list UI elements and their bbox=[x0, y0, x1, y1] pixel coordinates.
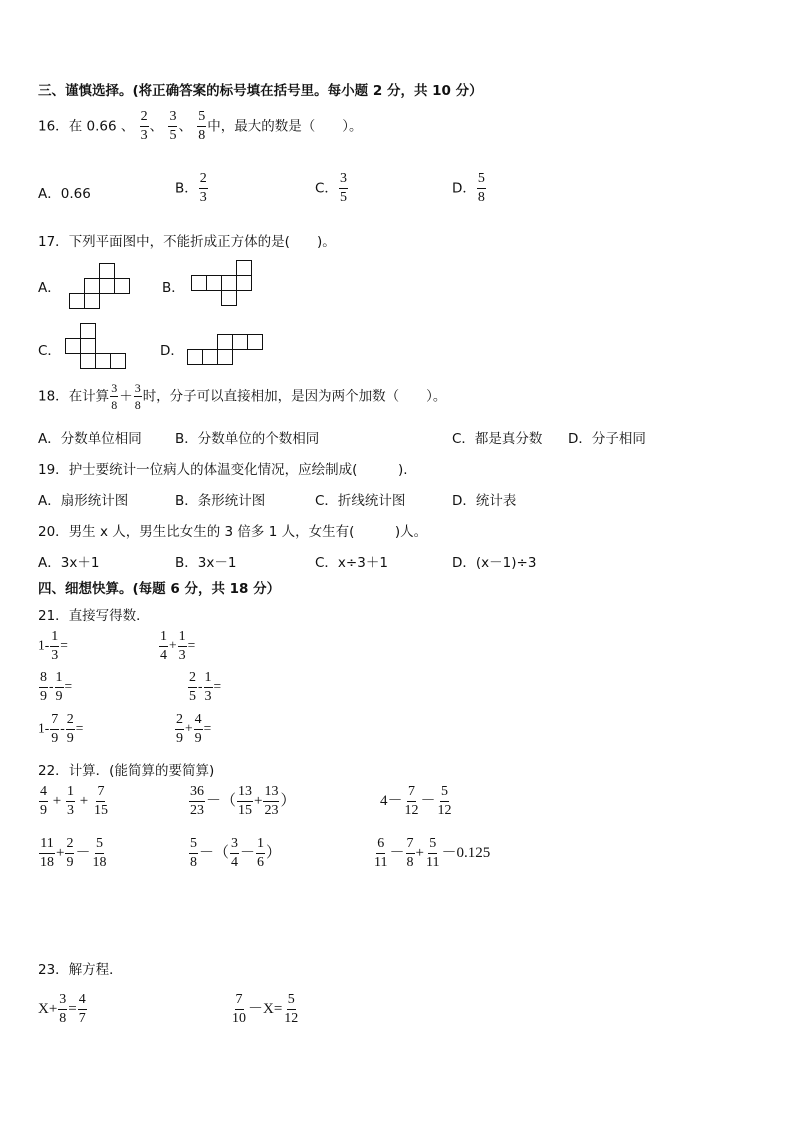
q21-expr-6: $\frac{2}{9}$ + $\frac{4}{9}$ = bbox=[176, 712, 212, 746]
q20-option-b: B．3x－1 bbox=[175, 555, 237, 571]
q20-option-a: A．3x＋1 bbox=[38, 555, 100, 571]
fraction: $\frac{2}{3}$ bbox=[140, 109, 148, 143]
q22-expr-4: $\frac{11}{18}$ + $\frac{2}{9}$ － $\frac{5}{18}$ bbox=[40, 836, 107, 870]
q18-option-d: D．分子相同 bbox=[568, 431, 646, 447]
q22-stem: 22．计算．(能简算的要简算) bbox=[38, 763, 215, 779]
q19-option-b: B．条形统计图 bbox=[175, 493, 266, 509]
q16-stem-a: 在 0.66 、 bbox=[68, 118, 135, 135]
q16-number: 16． bbox=[38, 118, 69, 135]
q18-option-a: A．分数单位相同 bbox=[38, 431, 142, 447]
q22-expr-6: $\frac{6}{11}$ － $\frac{7}{8}$ + $\frac{5}{11}$ －0.125 bbox=[374, 836, 491, 870]
q17-option-c-label: C． bbox=[38, 343, 61, 359]
q20-option-c: C．x÷3＋1 bbox=[315, 555, 388, 571]
q22-expr-1: $\frac{4}{9}$ + $\frac{1}{3}$ + $\frac{7}{15}$ bbox=[40, 784, 108, 818]
q17-net-b bbox=[190, 260, 254, 306]
q20-option-d: D．(x－1)÷3 bbox=[452, 555, 537, 571]
q22-expr-3: 4－ $\frac{7}{12}$ － $\frac{5}{12}$ bbox=[380, 784, 452, 818]
section-4-title: 四、细想快算。(每题 6 分，共 18 分） bbox=[38, 581, 281, 597]
q21-stem: 21．直接写得数． bbox=[38, 608, 150, 624]
q17-net-d bbox=[186, 333, 266, 366]
q19-option-a: A．扇形统计图 bbox=[38, 493, 129, 509]
q17-option-b-label: B． bbox=[162, 280, 185, 296]
q19-option-c: C．折线统计图 bbox=[315, 493, 406, 509]
q22-expr-5: $\frac{5}{8}$ －（ $\frac{3}{4}$ － $\frac{1}{6}$ ） bbox=[190, 836, 282, 870]
fraction: $\frac{3}{5}$ bbox=[169, 109, 177, 143]
q16-option-c: C． $\frac{3}{5}$ bbox=[315, 171, 347, 205]
q21-expr-5: 1- $\frac{7}{9}$ - $\frac{2}{9}$ = bbox=[38, 712, 84, 746]
fraction: $\frac{5}{8}$ bbox=[198, 109, 206, 143]
q16-stem: 16．在 0.66 、 $\frac{2}{3}$ 、 $\frac{3}{5}$ 、 $\frac{5}{8}$ 中，最大的数是（ ）。 bbox=[38, 109, 363, 143]
fraction: $\frac{3}{8}$ bbox=[111, 381, 118, 412]
q23-equation-1: X+ $\frac{3}{8}$ = $\frac{4}{7}$ bbox=[38, 992, 86, 1026]
q16-option-b: B． $\frac{2}{3}$ bbox=[175, 171, 207, 205]
q20-stem: 20．男生 x 人，男生比女生的 3 倍多 1 人，女生有( )人。 bbox=[38, 524, 428, 540]
q17-stem: 17．下列平面图中，不能折成正方体的是( )。 bbox=[38, 234, 336, 250]
q23-equation-2: $\frac{7}{10}$ －X= $\frac{5}{12}$ bbox=[232, 992, 299, 1026]
q16-option-d: D． $\frac{5}{8}$ bbox=[452, 171, 485, 205]
q17-net-c bbox=[64, 323, 128, 369]
q22-expr-2: $\frac{36}{23}$ －（ $\frac{13}{15}$ + $\frac{13}{23}$ ） bbox=[190, 784, 296, 818]
q19-stem: 19．护士要统计一位病人的体温变化情况，应绘制成( ). bbox=[38, 462, 408, 478]
q18-option-c: C．都是真分数 bbox=[452, 431, 543, 447]
q18-option-b: B．分数单位的个数相同 bbox=[175, 431, 320, 447]
section-3-title: 三、谨慎选择。(将正确答案的标号填在括号里。每小题 2 分，共 10 分） bbox=[38, 83, 483, 99]
q21-expr-1: 1- $\frac{1}{3}$ = bbox=[38, 629, 68, 663]
q17-option-a-label: A． bbox=[38, 280, 61, 296]
q18-stem: 18．在计算 $\frac{3}{8}$ ＋ $\frac{3}{8}$ 时，分子可以直接相加，是因为两个加数（ ）。 bbox=[38, 381, 447, 412]
fraction: $\frac{3}{8}$ bbox=[134, 381, 141, 412]
q17-option-d-label: D． bbox=[160, 343, 184, 359]
q16-stem-b: 中，最大的数是（ ）。 bbox=[207, 118, 363, 135]
q19-option-d: D．统计表 bbox=[452, 493, 517, 509]
q21-expr-2: $\frac{1}{4}$ + $\frac{1}{3}$ = bbox=[160, 629, 196, 663]
q21-expr-3: $\frac{8}{9}$ - $\frac{1}{9}$ = bbox=[40, 670, 73, 704]
q16-option-a: A．0.66 bbox=[38, 186, 91, 202]
q17-net-a bbox=[68, 263, 132, 309]
q21-expr-4: $\frac{2}{5}$ - $\frac{1}{3}$ = bbox=[189, 670, 222, 704]
q23-stem: 23．解方程． bbox=[38, 962, 123, 978]
